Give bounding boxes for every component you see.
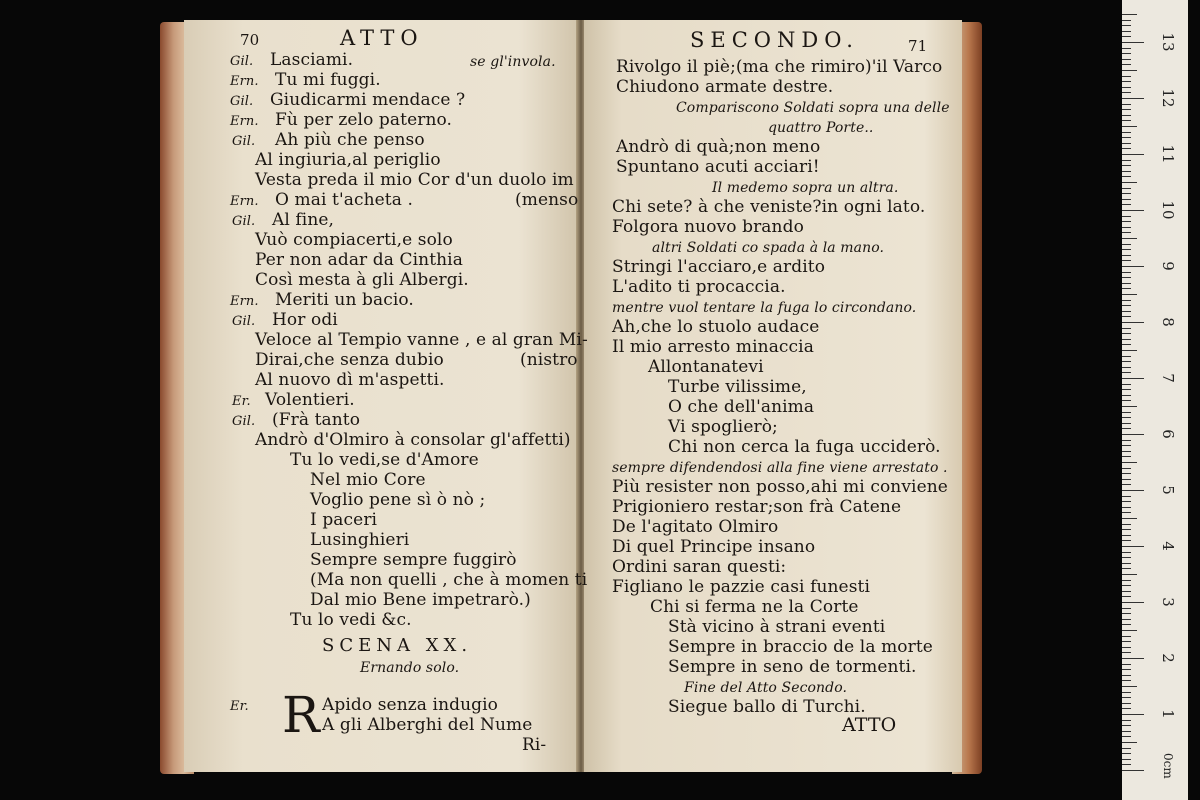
verse-line: De l'agitato Olmiro xyxy=(612,517,779,537)
ruler-tick xyxy=(1122,277,1131,278)
ruler-tick xyxy=(1122,244,1131,245)
stage-direction: Fine del Atto Secondo. xyxy=(684,680,848,696)
verse-line: Al ingiuria,al periglio xyxy=(255,150,441,170)
ruler-tick xyxy=(1122,328,1131,329)
ruler-tick xyxy=(1122,339,1131,340)
ruler-tick xyxy=(1122,440,1131,441)
ruler-tick xyxy=(1122,585,1131,586)
ruler-tick xyxy=(1122,249,1131,250)
ruler-tick xyxy=(1122,652,1131,653)
ruler-tick xyxy=(1122,417,1131,418)
ruler-number: 4 xyxy=(1159,541,1177,551)
ruler-tick xyxy=(1122,333,1131,334)
ruler-tick xyxy=(1122,389,1131,390)
ruler-tick xyxy=(1122,199,1131,200)
verse-line: Vuò compiacerti,e solo xyxy=(255,230,453,250)
ruler-tick xyxy=(1122,316,1131,317)
verse-line: Lasciami. xyxy=(270,50,354,70)
ruler-tick xyxy=(1122,238,1137,239)
ruler-tick xyxy=(1122,367,1131,368)
ruler-tick xyxy=(1122,518,1137,519)
speaker: Gil. xyxy=(230,94,254,109)
verse-line: Rivolgo il piè;(ma che rimiro)'il Varco xyxy=(616,57,943,77)
ruler-tick xyxy=(1122,283,1131,284)
verse-line: Dirai,che senza dubio xyxy=(255,350,444,370)
ruler-tick xyxy=(1122,182,1137,183)
ruler-tick xyxy=(1122,501,1131,502)
ruler-tick xyxy=(1122,148,1131,149)
ruler-tick xyxy=(1122,384,1131,385)
ruler-tick xyxy=(1122,580,1131,581)
ruler-number: 2 xyxy=(1159,653,1177,663)
ruler-tick xyxy=(1122,48,1131,49)
ruler-tick xyxy=(1122,524,1131,525)
ruler-tick xyxy=(1122,344,1131,345)
ruler-number: 6 xyxy=(1159,429,1177,439)
ruler-tick xyxy=(1122,188,1131,189)
verse-line: Il mio arresto minaccia xyxy=(612,337,814,357)
ruler-tick xyxy=(1122,322,1144,323)
verse-line: Chi sete? à che veniste?in ogni lato. xyxy=(612,197,926,217)
ruler-tick xyxy=(1122,378,1144,379)
verse-line: Veloce al Tempio vanne , e al gran Mi- xyxy=(255,330,588,350)
speaker: Ern. xyxy=(230,194,259,209)
ruler-number: 11 xyxy=(1159,144,1177,164)
verse-line: Chiudono armate destre. xyxy=(616,77,834,97)
verse-line: Andrò di quà;non meno xyxy=(616,137,821,157)
ruler-tick xyxy=(1122,563,1131,564)
ruler-tick xyxy=(1122,20,1131,21)
speaker: Gil. xyxy=(230,54,254,69)
ruler-tick xyxy=(1122,596,1131,597)
verse-line: Ah più che penso xyxy=(275,130,425,150)
verse-line: Giudicarmi mendace ? xyxy=(270,90,466,110)
ruler-tick xyxy=(1122,591,1131,592)
ruler-tick xyxy=(1122,87,1131,88)
verse-line: (Ma non quelli , che à momen ti xyxy=(310,570,588,590)
ruler-tick xyxy=(1122,725,1131,726)
ruler-tick xyxy=(1122,669,1131,670)
ruler-tick xyxy=(1122,14,1137,15)
ruler-tick xyxy=(1122,132,1131,133)
left-running-head: ATTO xyxy=(340,26,424,50)
ruler-tick xyxy=(1122,479,1131,480)
ruler-tick xyxy=(1122,552,1131,553)
ruler-tick xyxy=(1122,647,1131,648)
ruler-tick xyxy=(1122,608,1131,609)
ruler-number: 7 xyxy=(1159,373,1177,383)
verse-line: Spuntano acuti acciari! xyxy=(616,157,820,177)
verse-line: I paceri xyxy=(310,510,378,530)
ruler-tick xyxy=(1122,759,1131,760)
verse-line: A gli Alberghi del Nume xyxy=(322,715,533,735)
ruler-tick xyxy=(1122,748,1131,749)
ruler-tick xyxy=(1122,753,1131,754)
ruler-tick xyxy=(1122,92,1131,93)
ruler-tick xyxy=(1122,641,1131,642)
ruler-tick xyxy=(1122,451,1131,452)
ruler-tick xyxy=(1122,686,1137,687)
ruler-tick xyxy=(1122,160,1131,161)
stage-direction: sempre difendendosi alla fine viene arrestato . xyxy=(612,460,948,476)
stage-direction: mentre vuol tentare la fuga lo circondano. xyxy=(612,300,917,316)
ruler-tick xyxy=(1122,731,1131,732)
ruler-tick xyxy=(1122,412,1131,413)
verse-line: Allontanatevi xyxy=(648,357,764,377)
stage-direction: altri Soldati co spada à la mano. xyxy=(652,240,885,256)
verse-line: Vi spoglierò; xyxy=(668,417,778,437)
ruler-tick xyxy=(1122,260,1131,261)
verse-line: Turbe vilissime, xyxy=(668,377,807,397)
verse-line: Meriti un bacio. xyxy=(275,290,414,310)
verse-line: Tu mi fuggi. xyxy=(275,70,381,90)
ruler-tick xyxy=(1122,300,1131,301)
verse-line: Apido senza indugio xyxy=(322,695,499,715)
verse-line: Lusinghieri xyxy=(310,530,410,550)
speaker: Gil. xyxy=(232,214,256,229)
ruler-tick xyxy=(1122,490,1144,491)
verse-line: Sempre sempre fuggirò xyxy=(310,550,517,570)
ruler-tick xyxy=(1122,692,1131,693)
ruler-tick xyxy=(1122,255,1131,256)
ruler-tick xyxy=(1122,546,1144,547)
ruler-tick xyxy=(1122,109,1131,110)
ruler-tick xyxy=(1122,428,1131,429)
verse-line: Stringi l'acciaro,e ardito xyxy=(612,257,826,277)
verse-line: Chi non cerca la fuga ucciderò. xyxy=(668,437,941,457)
ruler-tick xyxy=(1122,456,1131,457)
drop-cap: R xyxy=(282,686,320,744)
scene-title: SCENA XX. xyxy=(322,635,473,656)
ruler-tick xyxy=(1122,76,1131,77)
ruler-tick xyxy=(1122,59,1131,60)
verse-line: (Frà tanto xyxy=(272,410,361,430)
ruler-tick xyxy=(1122,227,1131,228)
ruler-number: 9 xyxy=(1159,261,1177,271)
ruler-tick xyxy=(1122,770,1144,771)
ruler-tick xyxy=(1122,406,1137,407)
verse-line: Chi si ferma ne la Corte xyxy=(650,597,859,617)
ruler-unit-label: 0cm xyxy=(1161,753,1175,779)
ruler-tick xyxy=(1122,473,1131,474)
ruler-tick xyxy=(1122,636,1131,637)
ruler-tick xyxy=(1122,143,1131,144)
ruler-tick xyxy=(1122,742,1137,743)
ruler-tick xyxy=(1122,210,1144,211)
verse-line: Vesta preda il mio Cor d'un duolo im xyxy=(255,170,574,190)
ruler-tick xyxy=(1122,557,1131,558)
ruler-tick xyxy=(1122,36,1131,37)
ruler-tick xyxy=(1122,42,1144,43)
verse-line: Fù per zelo paterno. xyxy=(275,110,453,130)
ruler-tick xyxy=(1122,714,1144,715)
speaker: Ern. xyxy=(230,74,259,89)
ruler-tick xyxy=(1122,361,1131,362)
verse-line: Figliano le pazzie casi funesti xyxy=(612,577,871,597)
stage-direction: quattro Porte.. xyxy=(768,120,874,136)
verse-line: L'adito ti procaccia. xyxy=(612,277,786,297)
verse-line: Voglio pene sì ò nò ; xyxy=(310,490,486,510)
ruler-number: 3 xyxy=(1159,597,1177,607)
measuring-ruler xyxy=(1122,0,1188,800)
ruler-tick xyxy=(1122,445,1131,446)
ruler-tick xyxy=(1122,630,1137,631)
ruler-tick xyxy=(1122,703,1131,704)
speaker: Er. xyxy=(232,394,251,409)
ruler-tick xyxy=(1122,708,1131,709)
closing-line: Siegue ballo di Turchi. xyxy=(668,697,866,717)
verse-line: Folgora nuovo brando xyxy=(612,217,804,237)
carryover-word: (nistro xyxy=(520,350,578,370)
speaker: Gil. xyxy=(232,134,256,149)
verse-line: Nel mio Core xyxy=(310,470,426,490)
ruler-tick xyxy=(1122,484,1131,485)
speaker: Er. xyxy=(230,699,249,714)
ruler-number: 12 xyxy=(1159,88,1177,108)
ruler-tick xyxy=(1122,619,1131,620)
carryover-word: (menso xyxy=(515,190,579,210)
ruler-tick xyxy=(1122,31,1131,32)
verse-line: Volentieri. xyxy=(265,390,355,410)
ruler-tick xyxy=(1122,311,1131,312)
right-page-number: 71 xyxy=(908,37,928,55)
verse-line: Al nuovo dì m'aspetti. xyxy=(255,370,445,390)
ruler-tick xyxy=(1122,126,1137,127)
ruler-tick xyxy=(1122,468,1131,469)
scene-subtitle: Ernando solo. xyxy=(360,660,460,676)
verse-line: Più resister non posso,ahi mi conviene xyxy=(612,477,948,497)
ruler-number: 1 xyxy=(1159,709,1177,719)
ruler-tick xyxy=(1122,507,1131,508)
stage-direction: Compariscono Soldati sopra una delle xyxy=(676,100,950,116)
ruler-tick xyxy=(1122,462,1137,463)
verse-line: Tu lo vedi &c. xyxy=(290,610,412,630)
ruler-tick xyxy=(1122,294,1137,295)
verse-line: Ordini saran questi: xyxy=(612,557,787,577)
stage-note: se gl'invola. xyxy=(470,54,556,70)
verse-line: Stà vicino à strani eventi xyxy=(668,617,886,637)
verse-line: Sempre in seno de tormenti. xyxy=(668,657,917,677)
ruler-tick xyxy=(1122,675,1131,676)
ruler-tick xyxy=(1122,25,1131,26)
ruler-tick xyxy=(1122,764,1131,765)
ruler-tick xyxy=(1122,98,1144,99)
ruler-tick xyxy=(1122,176,1131,177)
ruler-tick xyxy=(1122,529,1131,530)
ruler-tick xyxy=(1122,104,1131,105)
ruler-tick xyxy=(1122,540,1131,541)
ruler-tick xyxy=(1122,613,1131,614)
ruler-tick xyxy=(1122,535,1131,536)
ruler-tick xyxy=(1122,70,1137,71)
speaker: Gil. xyxy=(232,314,256,329)
verse-line: Tu lo vedi,se d'Amore xyxy=(290,450,479,470)
verse-line: O mai t'acheta . xyxy=(275,190,413,210)
ruler-tick xyxy=(1122,423,1131,424)
verse-line: Ah,che lo stuolo audace xyxy=(612,317,820,337)
ruler-tick xyxy=(1122,512,1131,513)
ruler-number: 10 xyxy=(1159,200,1177,220)
ruler-tick xyxy=(1122,720,1131,721)
ruler-tick xyxy=(1122,658,1144,659)
ruler-tick xyxy=(1122,680,1131,681)
verse-line: Per non adar da Cinthia xyxy=(255,250,463,270)
ruler-tick xyxy=(1122,53,1131,54)
verse-line: Hor odi xyxy=(272,310,338,330)
verse-line: Dal mio Bene impetrarò.) xyxy=(310,590,531,610)
verse-line: Così mesta à gli Albergi. xyxy=(255,270,469,290)
ruler-tick xyxy=(1122,356,1131,357)
ruler-number: 8 xyxy=(1159,317,1177,327)
ruler-tick xyxy=(1122,165,1131,166)
ruler-tick xyxy=(1122,171,1131,172)
ruler-tick xyxy=(1122,697,1131,698)
ruler-tick xyxy=(1122,664,1131,665)
ruler-tick xyxy=(1122,193,1131,194)
verse-line: Al fine, xyxy=(272,210,335,230)
speaker: Ern. xyxy=(230,294,259,309)
ruler-tick xyxy=(1122,736,1131,737)
ruler-tick xyxy=(1122,372,1131,373)
ruler-tick xyxy=(1122,272,1131,273)
ruler-tick xyxy=(1122,568,1131,569)
ruler-tick xyxy=(1122,400,1131,401)
ruler-tick xyxy=(1122,496,1131,497)
left-page-number: 70 xyxy=(240,31,260,49)
ruler-tick xyxy=(1122,574,1137,575)
ruler-number: 5 xyxy=(1159,485,1177,495)
catchword: ATTO xyxy=(842,714,897,736)
ruler-tick xyxy=(1122,221,1131,222)
ruler-tick xyxy=(1122,115,1131,116)
ruler-tick xyxy=(1122,154,1144,155)
verse-line: Andrò d'Olmiro à consolar gl'affetti) xyxy=(255,430,571,450)
ruler-tick xyxy=(1122,64,1131,65)
stage-direction: Il medemo sopra un altra. xyxy=(712,180,899,196)
ruler-tick xyxy=(1122,288,1131,289)
ruler-tick xyxy=(1122,232,1131,233)
verse-line: Sempre in braccio de la morte xyxy=(668,637,933,657)
catchword: Ri- xyxy=(522,735,547,755)
ruler-tick xyxy=(1122,120,1131,121)
verse-line: Di quel Principe insano xyxy=(612,537,816,557)
verse-line: Prigioniero restar;son frà Catene xyxy=(612,497,902,517)
ruler-tick xyxy=(1122,350,1137,351)
ruler-number: 13 xyxy=(1159,32,1177,52)
ruler-tick xyxy=(1122,305,1131,306)
ruler-tick xyxy=(1122,395,1131,396)
ruler-tick xyxy=(1122,81,1131,82)
ruler-tick xyxy=(1122,204,1131,205)
ruler-tick xyxy=(1122,434,1144,435)
right-running-head: SECONDO. xyxy=(690,28,859,52)
ruler-tick xyxy=(1122,137,1131,138)
speaker: Ern. xyxy=(230,114,259,129)
ruler-tick xyxy=(1122,624,1131,625)
verse-line: O che dell'anima xyxy=(668,397,815,417)
speaker: Gil. xyxy=(232,414,256,429)
ruler-tick xyxy=(1122,216,1131,217)
ruler-tick xyxy=(1122,266,1144,267)
ruler-tick xyxy=(1122,602,1144,603)
